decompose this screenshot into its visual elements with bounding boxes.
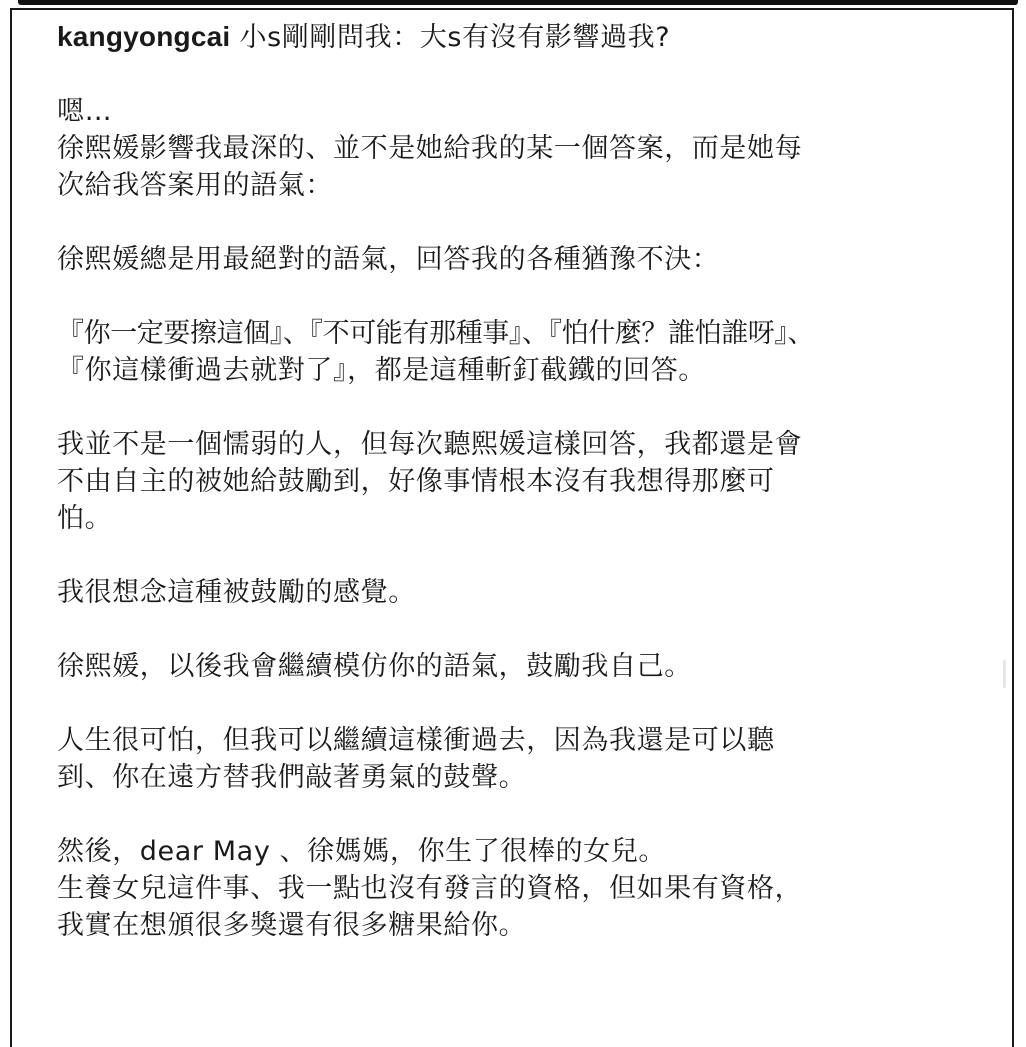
caption-line-0-text: 小s剛剛問我：大s有沒有影響過我? [239, 22, 671, 53]
paragraph-gap [57, 56, 967, 93]
caption-line-23: 生養女兒這件事、我一點也沒有發言的資格，但如果有資格， [57, 873, 803, 904]
paragraph-gap [57, 278, 967, 315]
paragraph-gap [57, 685, 967, 722]
top-edge-bar [18, 0, 1018, 5]
caption-line-15: 我很想念這種被鼓勵的感覺。 [57, 577, 416, 608]
caption-line-3: 徐熙媛影響我最深的、並不是她給我的某一個答案，而是她每 [57, 133, 803, 164]
username-link[interactable]: kangyongcai [57, 21, 231, 52]
paragraph-gap [57, 204, 967, 241]
caption-line-9: 『你這樣衝過去就對了』，都是這種斬釘截鐵的回答。 [57, 355, 706, 386]
caption-line-6: 徐熙媛總是用最絕對的語氣，回答我的各種猶豫不決： [57, 244, 720, 275]
paragraph-gap [57, 389, 967, 426]
caption-line-8: 『你一定要擦這個』、『不可能有那種事』、『怕什麼？誰怕誰呀』、 [57, 318, 815, 349]
paragraph-gap [57, 611, 967, 648]
caption-line-11: 我並不是一個懦弱的人，但每次聽熙媛這樣回答，我都還是會 [57, 429, 803, 460]
caption-line-2: 嗯… [57, 96, 113, 127]
scroll-indicator[interactable] [1003, 660, 1006, 688]
caption-line-24: 我實在想頒很多獎還有很多糖果給你。 [57, 910, 527, 941]
caption-line-20: 到、你在遠方替我們敲著勇氣的鼓聲。 [57, 762, 527, 793]
caption-line-17: 徐熙媛，以後我會繼續模仿你的語氣，鼓勵我自己。 [57, 651, 692, 682]
caption-line-22: 然後，dear May 、徐媽媽，你生了很棒的女兒。 [57, 836, 666, 867]
caption-line-12: 不由自主的被她給鼓勵到，好像事情根本沒有我想得那麼可 [57, 466, 775, 497]
caption-line-13: 怕。 [57, 503, 113, 534]
post-caption [57, 18, 967, 944]
caption-line-0 [57, 18, 967, 56]
caption-line-19: 人生很可怕，但我可以繼續這樣衝過去，因為我還是可以聽 [57, 725, 775, 756]
paragraph-gap [57, 537, 967, 574]
caption-line-4: 次給我答案用的語氣： [57, 170, 333, 201]
paragraph-gap [57, 796, 967, 833]
